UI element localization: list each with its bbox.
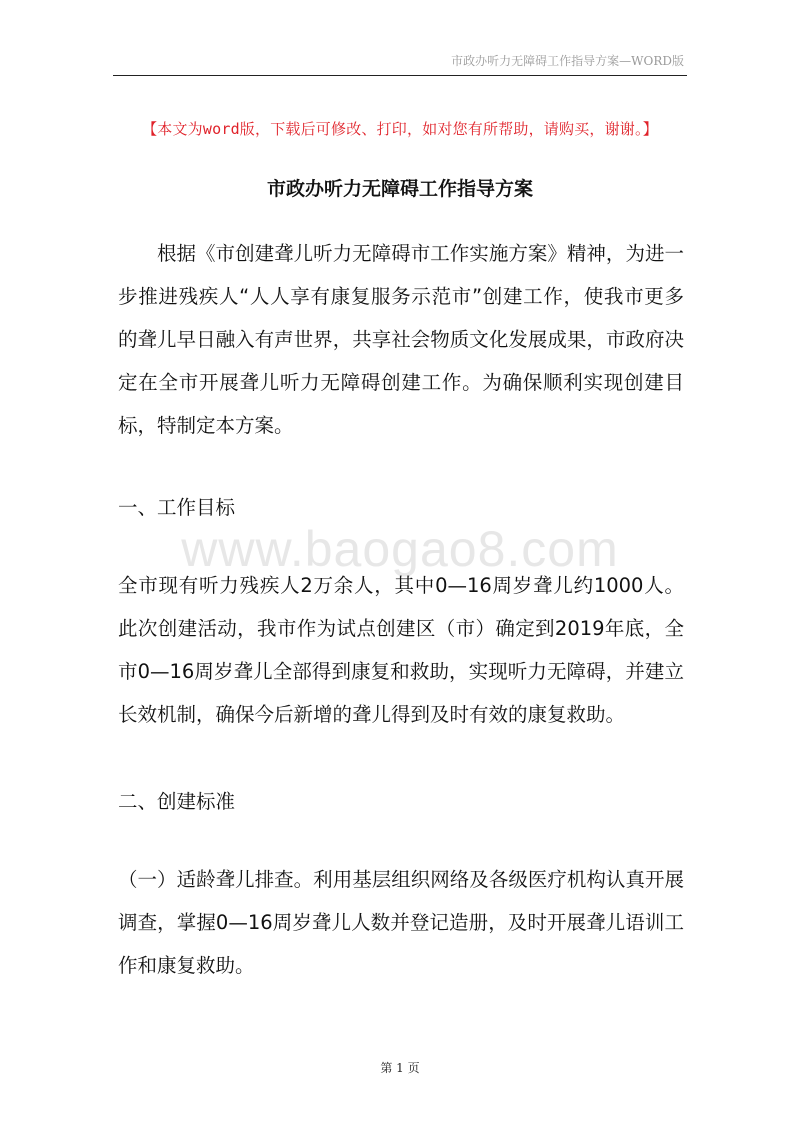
standards-item-1: （一）适龄聋儿排查。利用基层组织网络及各级医疗机构认真开展调查，掌握0—16周岁聋儿人数并登记造册，及时开展聋儿语训工作和康复救助。	[118, 868, 684, 977]
page-number: 第 1 页	[380, 1061, 420, 1075]
goals-paragraph: 全市现有听力残疾人2万余人，其中0—16周岁聋儿约1000人。此次创建活动，我市作为试点创建区（市）确定到2019年底，全市0—16周岁聋儿全部得到康复和救助，实现听力无障碍，并建立长效机制，确保今后新增的聋儿得到及时有效的康复救助。	[118, 574, 684, 726]
document-title: 市政办听力无障碍工作指导方案	[266, 178, 533, 200]
header-divider	[113, 75, 687, 76]
section-heading-goals: 一、工作目标	[118, 496, 236, 519]
download-notice: 【本文为word版，下载后可修改、打印，如对您有所帮助，请购买，谢谢。】	[142, 120, 658, 138]
section-heading-standards: 二、创建标准	[118, 790, 236, 813]
watermark: www.baogao8.com	[181, 521, 619, 577]
intro-paragraph: 根据《市创建聋儿听力无障碍市工作实施方案》精神，为进一步推进残疾人“人人享有康复服务示范市”创建工作，使我市更多的聋儿早日融入有声世界，共享社会物质文化发展成果，市政府决定在全市开展聋儿听力无障碍创建工作。为确保顺利实现创建目标，特制定本方案。	[118, 242, 684, 437]
running-header: 市政办听力无障碍工作指导方案—WORD版	[451, 54, 684, 68]
